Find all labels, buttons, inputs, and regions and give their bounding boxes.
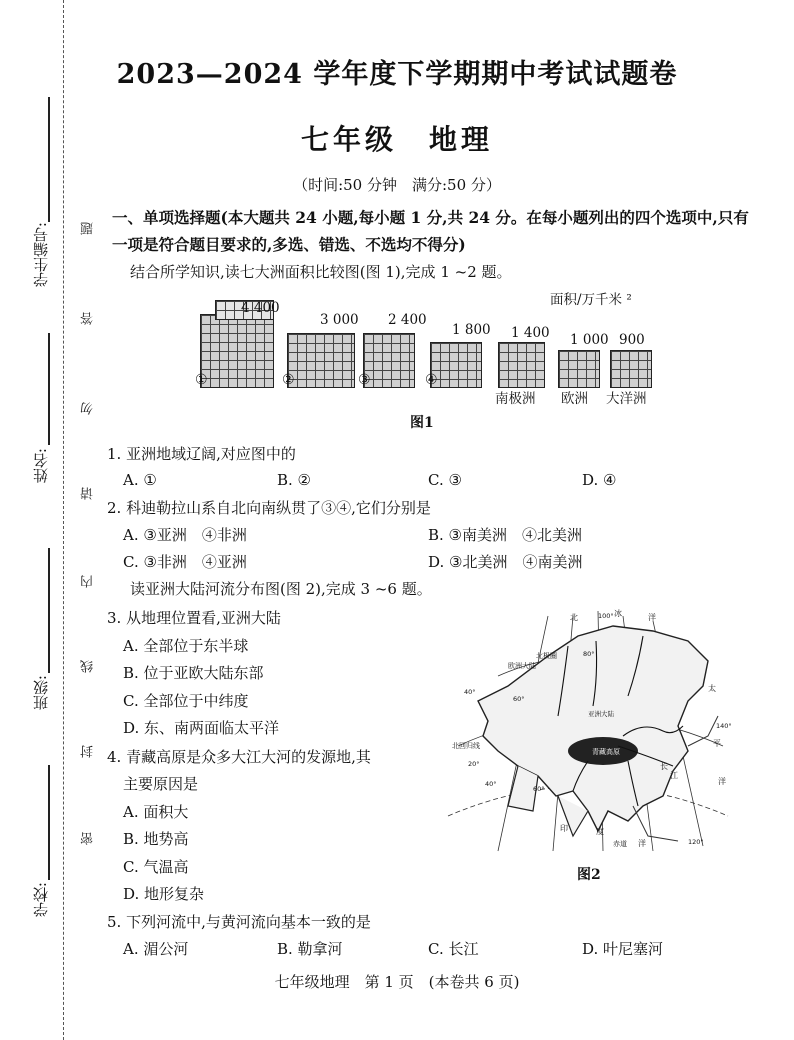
page-footer: 七年级地理 第 1 页 (本卷共 6 页) [274, 973, 520, 991]
seal-char: 答 [81, 312, 96, 325]
fig2-label-yangtze-1: 长 [660, 762, 668, 771]
field-line-school [48, 765, 50, 880]
fig2-lon-120: 120° [688, 838, 704, 846]
fig2-label-pacific-3: 洋 [718, 777, 726, 786]
question-2-stem: 2. 科迪勒拉山系自北向南纵贯了③④,它们分别是 [107, 499, 431, 517]
intro-figure2: 读亚洲大陆河流分布图(图 2),完成 3 ~6 题。 [130, 580, 432, 598]
fig2-label-indian-2: 度 [596, 827, 604, 836]
question-5-stem: 5. 下列河流中,与黄河流向基本一致的是 [107, 913, 371, 931]
fig1-label-5: 南极洲 [495, 391, 536, 407]
seal-char: 勿 [81, 402, 96, 415]
q5-option-c: C. 长江 [428, 940, 479, 958]
fig1-block-4 [430, 342, 482, 388]
fig1-block-1 [200, 314, 274, 388]
fig2-label-pacific-1: 太 [708, 684, 716, 693]
q3-option-c: C. 全部位于中纬度 [123, 692, 249, 710]
q5-option-b: B. 勒拿河 [277, 940, 343, 958]
q3-option-a: A. 全部位于东半球 [123, 637, 249, 655]
time-info: （时间:50 分钟 满分:50 分） [293, 176, 501, 194]
q1-option-d: D. ④ [582, 471, 617, 489]
question-1-stem: 1. 亚洲地域辽阔,对应图中的 [107, 445, 296, 463]
seal-char: 内 [81, 575, 96, 588]
fig1-value-1: 4 400 [241, 300, 280, 316]
subject-title: 七年级 地理 [300, 123, 493, 156]
fig1-block-3 [363, 333, 415, 388]
fig1-block-2 [287, 333, 355, 388]
q2-option-a: A. ③亚洲 ④非洲 [123, 526, 247, 544]
seal-char: 封 [81, 745, 96, 758]
seal-char: 题 [81, 222, 96, 235]
field-label-class: 班级: [32, 675, 50, 711]
fig2-plateau-label: 青藏高原 [592, 748, 620, 756]
fig1-value-7: 900 [619, 332, 645, 348]
q3-option-d: D. 东、南两面临太平洋 [123, 719, 280, 737]
q5-option-a: A. 湄公河 [123, 940, 189, 958]
fig1-label-4: ④ [425, 372, 438, 388]
q2-option-b: B. ③南美洲 ④北美洲 [428, 526, 583, 544]
q4-option-c: C. 气温高 [123, 858, 189, 876]
section-heading: 一、单项选择题(本大题共 24 小题,每小题 1 分,共 24 分。在每小题列出的四个选项中,只有一项是符合题目要求的,多选、错选、不选均不得分) [112, 208, 749, 254]
fig2-label-asia: 亚洲大陆 [588, 710, 614, 718]
question-4-stem-cont: 主要原因是 [123, 775, 199, 793]
q2-option-d: D. ③北美洲 ④南美洲 [428, 553, 583, 571]
field-line-name [48, 333, 50, 445]
fig2-caption: 图2 [577, 867, 601, 883]
fig1-unit: 面积/万千米 ² [550, 292, 632, 308]
question-4-stem: 4. 青藏高原是众多大江大河的发源地,其 [107, 748, 371, 766]
fig2-lon-100: 100° [598, 612, 614, 620]
q1-option-a: A. ① [123, 471, 157, 489]
fig2-lon-60: 60° [513, 695, 525, 703]
fig2-label-yangtze-2: 江 [670, 771, 678, 780]
fig1-value-2: 3 000 [320, 312, 359, 328]
field-label-student-id: 学生编号: [32, 222, 50, 288]
fig2-label-equator: 赤道 [613, 840, 627, 848]
fig1-caption: 图1 [410, 415, 434, 431]
q4-option-d: D. 地形复杂 [123, 885, 205, 903]
fig1-value-3: 2 400 [388, 312, 427, 328]
fig2-lon-40: 40° [464, 688, 476, 696]
fig2-asia-river-map [438, 606, 738, 856]
field-line-class [48, 548, 50, 673]
fig1-block-7 [610, 350, 652, 388]
q1-option-b: B. ② [277, 471, 312, 489]
q4-option-a: A. 面积大 [123, 803, 189, 821]
field-line-student-id [48, 97, 50, 222]
fig2-label-indian-3: 洋 [638, 839, 646, 848]
fig2-lon-140: 140° [716, 722, 732, 730]
fig2-label-pacific-2: 平 [713, 739, 721, 748]
field-label-name: 姓名: [32, 448, 50, 484]
question-3-stem: 3. 从地理位置看,亚洲大陆 [107, 609, 281, 627]
seal-char: 线 [81, 660, 96, 673]
fig1-value-4: 1 800 [452, 322, 491, 338]
fig2-label-europe: 欧洲大陆 [508, 662, 536, 670]
fig2-lat-40: 40° [485, 780, 497, 788]
intro-figure1: 结合所学知识,读七大洲面积比较图(图 1),完成 1 ~2 题。 [130, 263, 512, 281]
fig2-lat-60: 60° [533, 785, 545, 793]
fig1-block-5 [498, 342, 545, 388]
seal-char: 请 [81, 487, 96, 500]
q4-option-b: B. 地势高 [123, 830, 189, 848]
fig2-label-arctic-circle: 北极圈 [536, 652, 557, 660]
fig2-label-north: 北 [570, 613, 578, 622]
fig2-label-ice: 冰 [614, 609, 622, 618]
fig2-lon-80: 80° [583, 650, 595, 658]
fig1-value-6: 1 000 [570, 332, 609, 348]
fig1-block-6 [558, 350, 600, 388]
fig1-label-6: 欧洲 [561, 391, 588, 407]
field-label-school: 学校: [32, 882, 50, 918]
fig1-label-2: ② [282, 372, 295, 388]
exam-title: 2023—2024 学年度下学期期中考试试题卷 [116, 59, 678, 90]
seal-char: 密 [81, 832, 96, 845]
fig2-label-indian-1: 印 [560, 824, 568, 833]
fig1-label-7: 大洋洲 [606, 391, 647, 407]
fig1-label-3: ③ [358, 372, 371, 388]
fig2-lat-20: 20° [468, 760, 480, 768]
fig1-value-5: 1 400 [511, 325, 550, 341]
q1-option-c: C. ③ [428, 471, 462, 489]
fig2-label-tropic: 北回归线 [452, 742, 480, 750]
q5-option-d: D. 叶尼塞河 [582, 940, 664, 958]
fig1-label-1: ① [195, 372, 208, 388]
fig2-label-ocean: 洋 [648, 613, 656, 622]
q3-option-b: B. 位于亚欧大陆东部 [123, 664, 264, 682]
q2-option-c: C. ③非洲 ④亚洲 [123, 553, 247, 571]
